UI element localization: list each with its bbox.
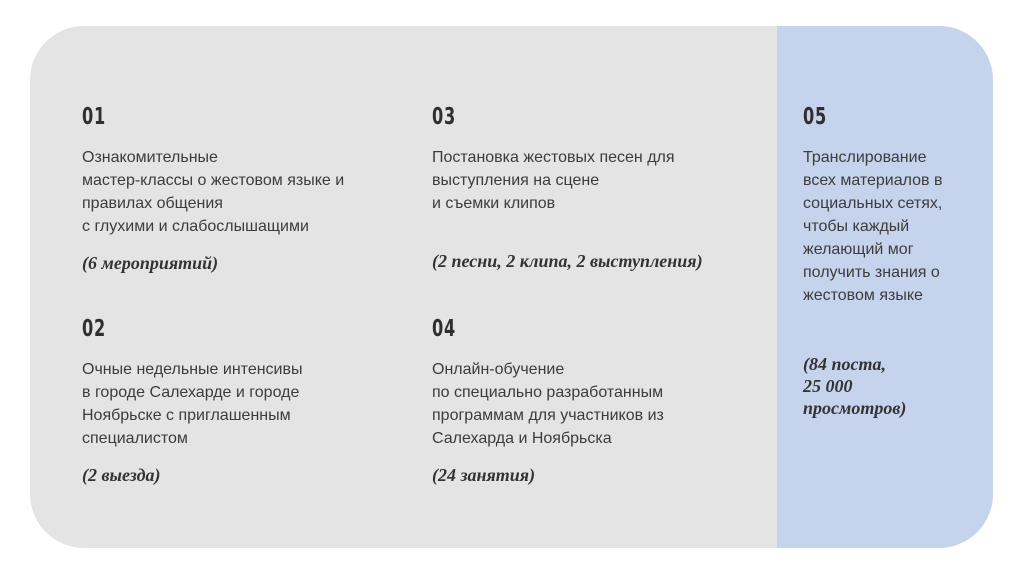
item-description: Онлайн-обучение по специально разработанным программам для участников из Салехарда и Ноябрьска <box>432 361 664 447</box>
item-description: Транслирование всех материалов в социальных сетях, чтобы каждый желающий мог получить знания о жестовом языке <box>803 149 943 304</box>
item-note: (6 мероприятий) <box>82 253 219 273</box>
item-number: 04 <box>432 316 457 342</box>
item-number: 05 <box>803 104 828 130</box>
item-number: 01 <box>82 104 107 130</box>
content-card <box>30 26 993 548</box>
item-note: (24 занятия) <box>432 465 536 485</box>
item-note: (2 выезда) <box>82 465 161 485</box>
item-03 <box>432 102 762 272</box>
item-description: Ознакомительные мастер-классы о жестовом языке и правилах общения с глухими и слабослышащими <box>82 149 345 235</box>
item-01 <box>82 102 402 274</box>
item-description: Очные недельные интенсивы в городе Салехарде и городе Ноябрьске с приглашенным специалистом <box>82 361 303 447</box>
item-note: (84 поста, 25 000 просмотров) <box>803 354 907 418</box>
item-04 <box>432 314 762 486</box>
item-note: (2 песни, 2 клипа, 2 выступления) <box>432 251 703 271</box>
item-number: 02 <box>82 316 107 342</box>
item-02 <box>82 314 402 486</box>
item-description: Постановка жестовых песен для выступления на сцене и съемки клипов <box>432 149 675 212</box>
item-05 <box>803 102 983 419</box>
item-number: 03 <box>432 104 457 130</box>
